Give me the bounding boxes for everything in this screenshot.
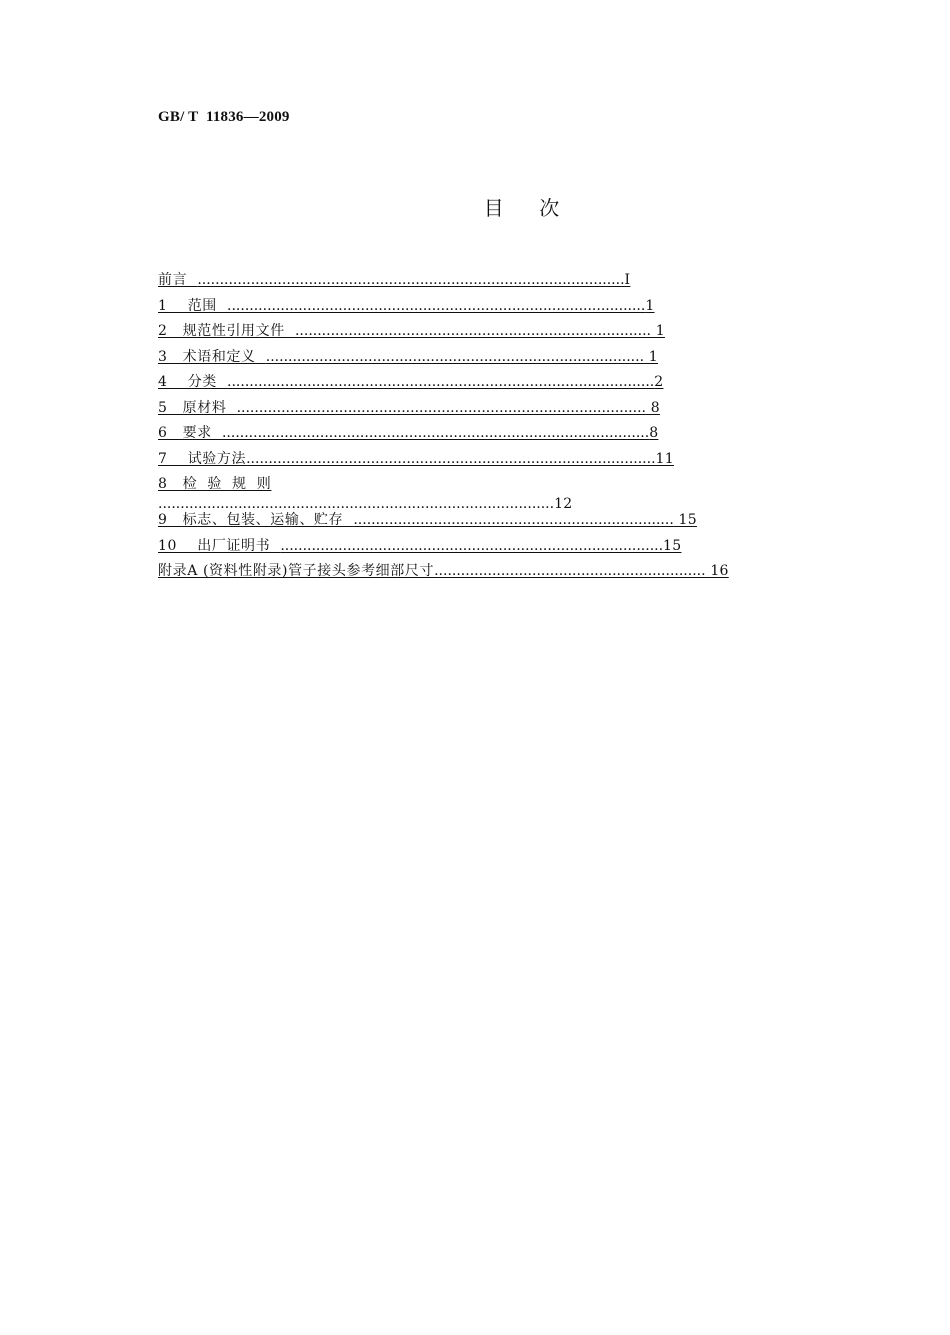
toc-entry-page: 15 <box>663 537 682 554</box>
toc-entry-foreword[interactable] <box>158 270 729 296</box>
toc-entry-certificate[interactable] <box>158 536 729 562</box>
standard-number: GB/ T 11836—2009 <box>158 109 290 125</box>
toc-entry-page: 8 <box>645 399 660 416</box>
toc-title: 目 次 <box>483 196 562 220</box>
dot-leader: ...................................................................................... <box>280 537 664 554</box>
toc-entry-page: I <box>624 272 631 288</box>
dot-leader: ......................................................................................... <box>158 496 555 510</box>
toc-entry-page: 2 <box>654 374 664 390</box>
toc-entry-label: 4 分类 <box>158 374 228 390</box>
toc-entry-label: 1 范围 <box>158 297 228 314</box>
dot-leader: ............................................................................................ <box>246 450 656 467</box>
toc-entry-page: 1 <box>644 348 659 365</box>
toc-entry-inspection-rules[interactable] <box>158 474 729 510</box>
toc-entry-label: 3 术语和定义 <box>158 348 266 365</box>
dot-leader: ................................................................................................ <box>221 425 650 441</box>
toc-entry-page: 1 <box>645 297 655 314</box>
toc-entry-label: 10 出厂证明书 <box>158 537 281 554</box>
dot-leader: ................................................................................................ <box>197 272 625 288</box>
toc-entry-test-methods[interactable] <box>158 449 729 475</box>
table-of-contents <box>158 270 729 587</box>
toc-entry-page: 1 <box>650 323 665 339</box>
dot-leader: ................................................................................................ <box>227 374 655 390</box>
toc-entry-label: 2 规范性引用文件 <box>158 323 295 339</box>
toc-entry-label: 8 检 验 规 则 <box>158 476 272 492</box>
toc-entry-scope[interactable] <box>158 296 729 322</box>
toc-entry-page: 11 <box>655 450 674 467</box>
toc-entry-classification[interactable] <box>158 372 729 398</box>
toc-entry-label: 前言 <box>158 272 198 288</box>
toc-entry-page: 12 <box>554 496 573 510</box>
toc-entry-page: 8 <box>649 425 659 441</box>
toc-entry-page: 16 <box>705 563 729 579</box>
toc-entry-page: 15 <box>673 512 697 528</box>
toc-entry-label: 7 试验方法 <box>158 450 247 467</box>
dot-leader: ..................................................................................... <box>265 348 645 365</box>
toc-entry-label: 6 要求 <box>158 425 222 441</box>
dot-leader: ................................................................................ <box>294 323 651 339</box>
dot-leader: ............................................................................................ <box>236 399 646 416</box>
toc-entry-terms-definitions[interactable] <box>158 347 729 373</box>
toc-entry-label: 5 原材料 <box>158 399 237 416</box>
dot-leader: .............................................................................................. <box>227 297 646 314</box>
dot-leader: ........................................................................ <box>353 512 674 528</box>
toc-entry-label: 9 标志、包装、运输、贮存 <box>158 512 354 528</box>
toc-entry-raw-materials[interactable] <box>158 398 729 424</box>
toc-entry-requirements[interactable] <box>158 423 729 449</box>
dot-leader: ............................................................. <box>434 563 706 579</box>
toc-entry-label: 附录A (资料性附录)管子接头参考细部尺寸 <box>158 563 435 579</box>
toc-entry-marking-packaging[interactable] <box>158 510 729 536</box>
toc-entry-annex-a[interactable] <box>158 561 729 587</box>
toc-entry-normative-references[interactable] <box>158 321 729 347</box>
